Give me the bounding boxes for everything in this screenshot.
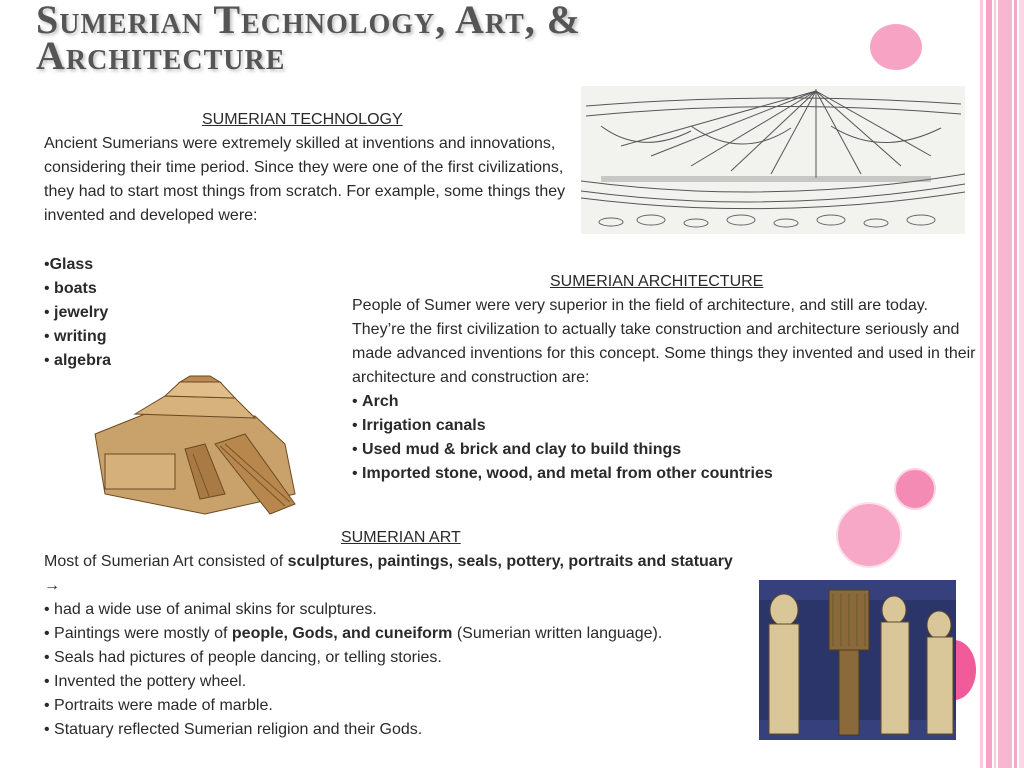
list-item: • jewelry: [44, 304, 109, 321]
sumerian-mosaic-image: [759, 580, 956, 740]
list-item: • Portraits were made of marble.: [44, 697, 273, 714]
list-item: • Used mud & brick and clay to build things: [352, 441, 682, 458]
slide-title: Sumerian Technology, Art, & Architecture: [36, 0, 582, 78]
ship-drawing-image: [581, 86, 965, 234]
list-item: • Irrigation canals: [352, 417, 486, 434]
list-item: • Arch: [352, 393, 399, 410]
list-item: • Statuary reflected Sumerian religion and their Gods.: [44, 721, 423, 738]
list-item: • algebra: [44, 352, 111, 369]
list-item: • writing: [44, 328, 107, 345]
list-item: • boats: [44, 280, 97, 297]
technology-intro: Ancient Sumerians were extremely skilled at inventions and innovations, considering their time period. Since they were one of the first civilizations, they had to start most things from scratch. For example, some things they invented and developed were:: [44, 135, 566, 224]
decorative-stripes: [980, 0, 1024, 768]
ziggurat-image: [85, 374, 303, 520]
art-intro: Most of Sumerian Art consisted of sculptures, paintings, seals, pottery, portraits and statuary →: [44, 553, 733, 594]
list-item: •Glass: [44, 256, 94, 273]
right-arrow-icon: →: [44, 577, 60, 594]
list-item: • Imported stone, wood, and metal from other countries: [352, 465, 773, 482]
decorative-circle: [870, 24, 922, 70]
decorative-circle: [894, 468, 936, 510]
list-item: • Seals had pictures of people dancing, or telling stories.: [44, 649, 442, 666]
architecture-heading: SUMERIAN ARCHITECTURE: [550, 273, 764, 290]
list-item: • had a wide use of animal skins for sculptures.: [44, 601, 377, 618]
decorative-circle: [836, 502, 902, 568]
art-list: [44, 598, 662, 742]
technology-heading: SUMERIAN TECHNOLOGY: [202, 111, 403, 128]
architecture-list: [352, 390, 773, 486]
technology-list: [44, 253, 111, 373]
architecture-intro: People of Sumer were very superior in the field of architecture, and still are today. They’re the first civilization to actually take construction and architecture seriously and made advanced inventions for this concept. Some things they invented and used in their architecture and construction are:: [352, 297, 976, 386]
list-item: • Paintings were mostly of people, Gods, and cuneiform (Sumerian written language).: [44, 625, 663, 642]
art-heading: SUMERIAN ART: [341, 529, 461, 546]
list-item: • Invented the pottery wheel.: [44, 673, 247, 690]
